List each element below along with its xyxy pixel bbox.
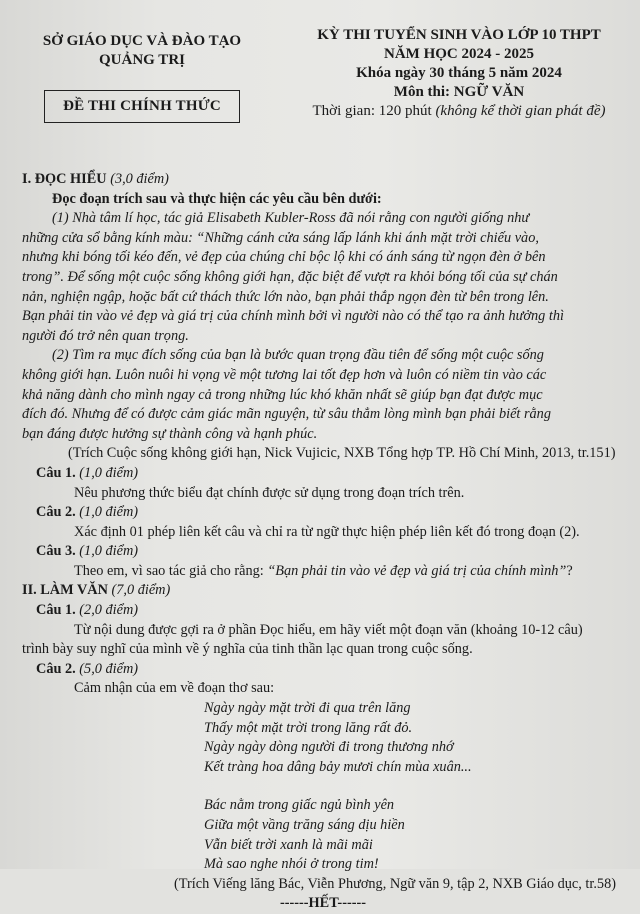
question-label: Câu 3. [36, 543, 80, 560]
writing-question-1-text-cont: trình bày suy nghĩ của mình về ý nghĩa của tinh thần lạc quan trong cuộc sống. [22, 641, 473, 658]
reading-question-1-label [36, 464, 624, 484]
passage-line: không giới hạn. Luôn nuôi hi vọng về một tương lai tốt đẹp hơn và luôn có niềm tin vào các [22, 366, 547, 383]
section-reading-title [22, 170, 624, 190]
passage-source: (Trích Cuộc sống không giới hạn, Nick Vujicic, NXB Tổng hợp TP. Hồ Chí Minh, 2013, tr.151) [68, 445, 616, 462]
poem-line: Kết tràng hoa dâng bảy mươi chín mùa xuân... [204, 758, 472, 775]
question-quote: “Bạn phải tin vào vẻ đẹp và giá trị của chính mình” [267, 562, 567, 579]
poem-line: Ngày ngày mặt trời đi qua trên lăng [204, 700, 411, 717]
writing-question-1-label [36, 601, 624, 621]
passage-line: khả năng dành cho mình ngay cả trong những lúc khó khăn nhất sẽ giúp bạn đạt được mục [22, 386, 543, 403]
question-score: (1,0 điểm) [79, 464, 139, 481]
poem-line: Giữa một vầng trăng sáng dịu hiền [204, 817, 405, 833]
exam-date: Khóa ngày 30 tháng 5 năm 2024 [356, 65, 562, 81]
poem-line: Bác nằm trong giấc ngủ bình yên [204, 797, 395, 814]
question-score: (1,0 điểm) [79, 543, 139, 560]
passage-line: đích đó. Nhưng để có được cảm giác mãn nguyện, từ sâu thẳm lòng mình bạn phải biết rằng [22, 406, 551, 423]
section-title-text: II. LÀM VĂN [22, 582, 112, 599]
question-text: Theo em, vì sao tác giả cho rằng: [74, 562, 268, 579]
poem-line: Ngày ngày dòng người đi trong thương nhớ [204, 739, 454, 756]
passage-line: (2) Tìm ra mục đích sống của bạn là bước quan trọng đầu tiên để sống một cuộc sống [52, 347, 544, 364]
poem-line: Mà sao nghe nhói ở trong tim! [204, 856, 379, 873]
section-writing-title [22, 581, 624, 601]
question-label: Câu 1. [36, 602, 80, 619]
question-label: Câu 2. [36, 660, 80, 677]
question-mark: ? [566, 562, 573, 579]
province-name: QUẢNG TRỊ [99, 52, 185, 68]
passage-paragraph-1 [22, 209, 624, 346]
question-score: (2,0 điểm) [79, 602, 139, 619]
reading-question-1-text: Nêu phương thức biểu đạt chính được sử dụng trong đoạn trích trên. [74, 484, 465, 501]
reading-question-2-text: Xác định 01 phép liên kết câu và chỉ ra từ ngữ thực hiện phép liên kết đó trong đoạn (2). [74, 523, 580, 540]
question-label: Câu 2. [36, 504, 80, 521]
section-score: (7,0 điểm) [111, 582, 171, 599]
section-title-text: I. ĐỌC HIỂU [22, 171, 111, 187]
exam-content [22, 170, 624, 914]
writing-question-2-text: Cảm nhận của em về đoạn thơ sau: [74, 680, 275, 697]
poem-source: (Trích Viếng lăng Bác, Viễn Phương, Ngữ văn 9, tập 2, NXB Giáo dục, tr.58) [174, 875, 616, 892]
department-name: SỞ GIÁO DỤC VÀ ĐÀO TẠO [42, 33, 242, 49]
passage-paragraph-2 [22, 346, 624, 444]
poem-line: Thấy một mặt trời trong lăng rất đỏ. [204, 719, 413, 736]
passage-line: những cửa sổ bằng kính màu: “Những cánh cửa sáng lấp lánh khi ánh mặt trời chiếu vào, [22, 229, 539, 246]
writing-question-1-text: Từ nội dung được gợi ra ở phần Đọc hiểu, em hãy viết một đoạn văn (khoảng 10-12 câu) [74, 621, 583, 638]
passage-line: Bạn phải tin vào vẻ đẹp và giá trị của chính mình bởi vì người nào có thể tạo ra ảnh hưởng thì [22, 308, 564, 325]
question-score: (1,0 điểm) [79, 504, 139, 521]
exam-title: KỲ THI TUYỂN SINH VÀO LỚP 10 THPT [317, 27, 601, 43]
reading-question-2-label [36, 503, 624, 523]
official-exam-label: ĐỀ THI CHÍNH THỨC [44, 90, 240, 123]
section-score: (3,0 điểm) [110, 171, 169, 187]
reading-instruction: Đọc đoạn trích sau và thực hiện các yêu cầu bên dưới: [52, 190, 382, 207]
exam-info-block [294, 22, 624, 162]
time-main: Thời gian: 120 phút [312, 103, 436, 119]
poem-stanza-2 [22, 796, 624, 874]
reading-question-3-label [36, 542, 624, 562]
poem-line: Vẫn biết trời xanh là mãi mãi [204, 836, 373, 853]
exam-header [22, 22, 624, 162]
time-note: (không kể thời gian phát đề) [435, 103, 606, 119]
passage-line: nản, nghiện ngập, hoặc bất cứ thách thức lớn nào, bạn phải thắp ngọn đèn từ bên trong lên. [22, 288, 549, 305]
passage-line: nhưng khi bóng tối kéo đến, vẻ đẹp của chúng chỉ bộc lộ khi có ánh sáng từ ngọn đèn ở bên [22, 249, 546, 266]
exam-subject: Môn thi: NGỮ VĂN [393, 84, 525, 100]
question-label: Câu 1. [36, 464, 80, 481]
exam-time [294, 102, 624, 121]
poem-stanza-1 [22, 699, 624, 777]
reading-question-3-text [22, 562, 624, 582]
question-score: (5,0 điểm) [79, 660, 139, 677]
department-block [22, 22, 262, 162]
end-mark: ------HẾT------ [279, 895, 366, 912]
writing-question-2-label [36, 660, 624, 680]
passage-line: (1) Nhà tâm lí học, tác giả Elisabeth Kubler-Ross đã nói rằng con người giống như [52, 210, 530, 227]
passage-line: bạn đáng được hưởng sự thành công và hạnh phúc. [22, 425, 318, 442]
passage-line: trong”. Để sống một cuộc sống không giới hạn, đặc biệt để vượt ra khỏi bóng tối của sự chán [22, 268, 558, 285]
passage-line: người đó trở nên quan trọng. [22, 327, 189, 344]
school-year: NĂM HỌC 2024 - 2025 [384, 46, 534, 62]
